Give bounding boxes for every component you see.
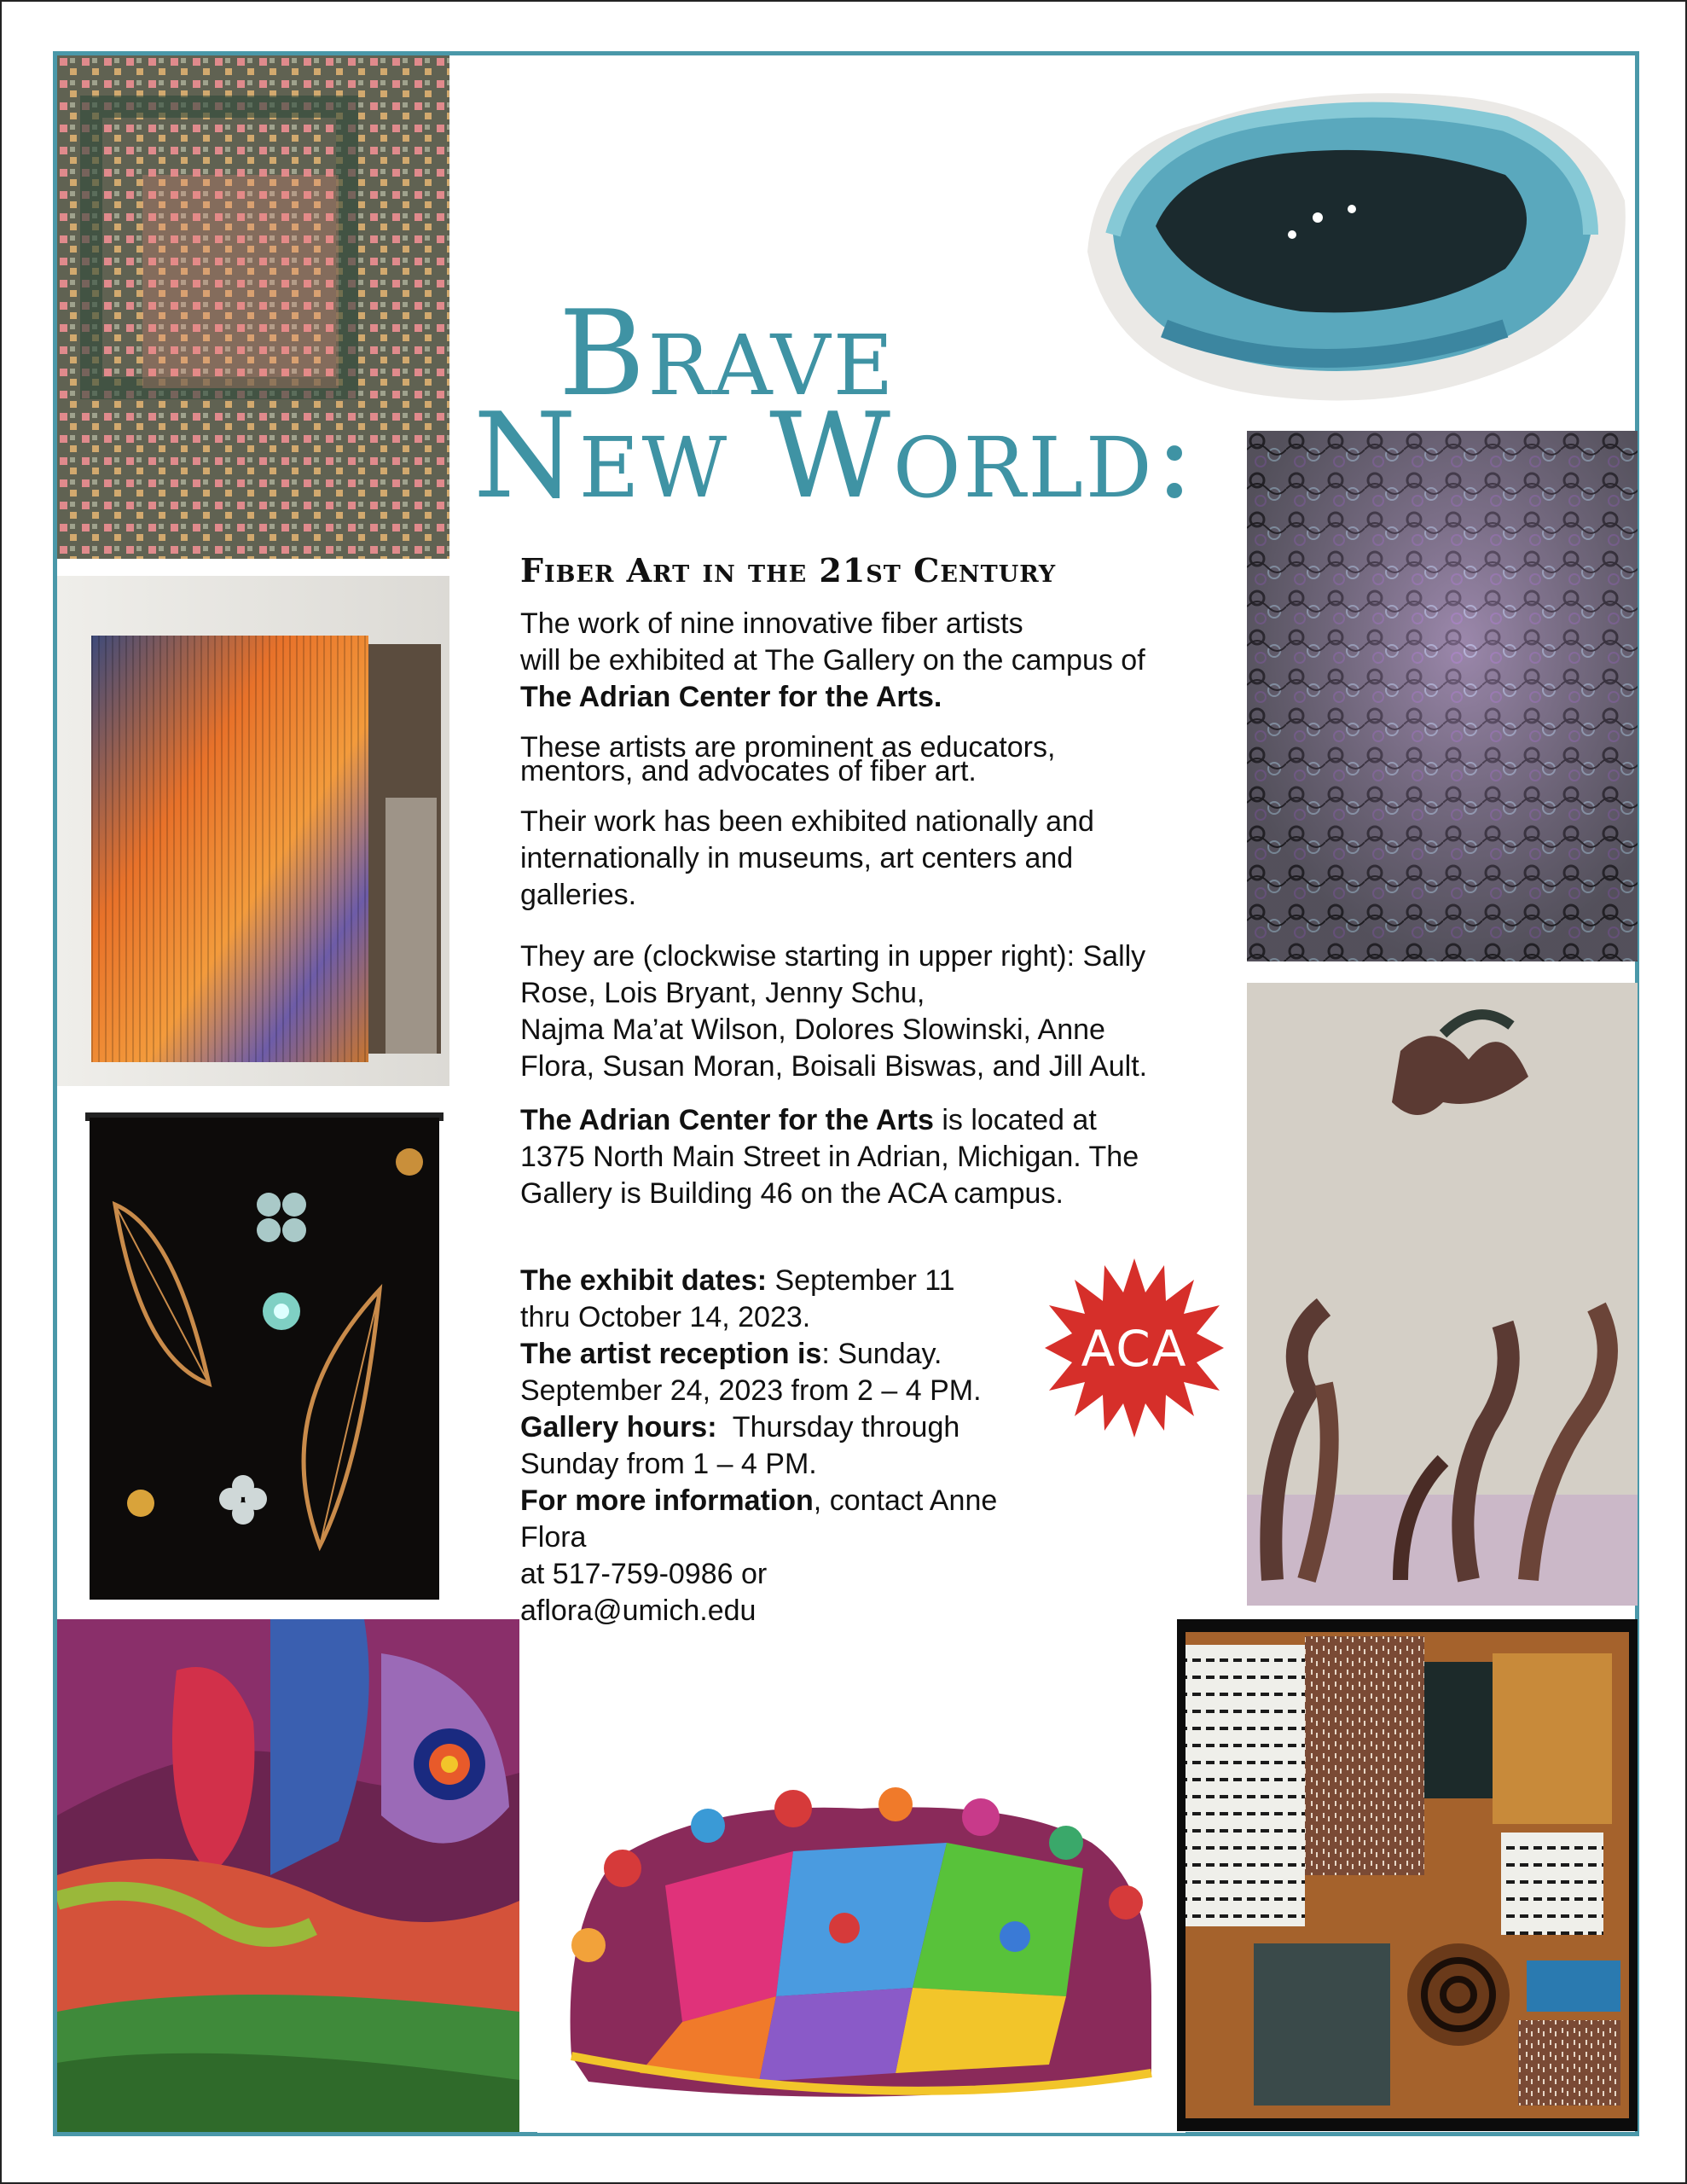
reception-line-2: September 24, 2023 from 2 – 4 PM. (520, 1374, 982, 1407)
hours-value-1: Thursday through (716, 1411, 960, 1443)
artwork-stitched-loops (1247, 431, 1638, 961)
artwork-twisted-sculptures (1247, 983, 1638, 1606)
aca-logo-text: ACA (1081, 1320, 1188, 1378)
artwork-beaded-basket (537, 1715, 1186, 2133)
exhibited-paragraph (520, 804, 1220, 914)
dates-label: The exhibit dates: (520, 1264, 768, 1297)
details-paragraph (520, 1263, 998, 1629)
artists-line-3: Najma Ma’at Wilson, Dolores Slowinski, Anne (520, 1014, 1105, 1046)
exhibited-line-1: Their work has been exhibited nationally and (520, 805, 1094, 838)
location-line-1-rest: is located at (933, 1104, 1097, 1136)
intro-line-1: The work of nine innovative fiber artists (520, 607, 1023, 640)
page-title (473, 285, 1197, 525)
intro-paragraph (520, 606, 1220, 716)
intro-line-2: will be exhibited at The Gallery on the campus of (520, 644, 1145, 677)
location-line-3: Gallery is Building 46 on the ACA campus. (520, 1177, 1064, 1210)
artists-line-4: Flora, Susan Moran, Boisali Biswas, and Jill Ault. (520, 1050, 1148, 1083)
exhibited-line-2: internationally in museums, art centers and (520, 842, 1074, 874)
artwork-leaves-black (81, 1102, 448, 1606)
info-value-1: , contact Anne Flora (520, 1484, 998, 1554)
info-line-1 (520, 1483, 998, 1556)
artists-line-1: They are (clockwise starting in upper right): Sally (520, 940, 1146, 973)
info-label: For more information (520, 1484, 814, 1517)
dates-line-2: thru October 14, 2023. (520, 1301, 811, 1333)
aca-logo (1045, 1258, 1224, 1438)
artwork-stitched-collage (1177, 1619, 1638, 2131)
hours-label: Gallery hours: (520, 1411, 717, 1443)
artwork-woven-grid (57, 55, 449, 559)
artwork-orange-weaving (57, 576, 449, 1086)
title-line-2: New World: (473, 387, 1197, 525)
location-paragraph (520, 1102, 1220, 1212)
artwork-felted-landscape (57, 1619, 519, 2132)
reception-value-1: : Sunday. (821, 1338, 942, 1370)
intro-venue (520, 679, 1220, 716)
hours-line-2: Sunday from 1 – 4 PM. (520, 1448, 817, 1480)
dates-value-1: September 11 (767, 1264, 955, 1297)
hours-line-1 (520, 1409, 998, 1446)
title-line-1: Brave (559, 285, 896, 422)
location-name: The Adrian Center for the Arts (520, 1104, 934, 1136)
location-line-1 (520, 1102, 1220, 1139)
location-line-2: 1375 North Main Street in Adrian, Michigan. The (520, 1141, 1139, 1173)
reception-line-1 (520, 1336, 998, 1373)
roles-line-1: These artists are prominent as educators, (520, 731, 1056, 764)
roles-paragraph (520, 731, 1220, 787)
page-subtitle: Fiber Art in the 21st Century (520, 551, 1057, 590)
info-line-2: at 517-759-0986 or aflora@umich.edu (520, 1558, 768, 1627)
reception-label: The artist reception is (520, 1338, 822, 1370)
venue-name: The Adrian Center for the Arts. (520, 681, 942, 713)
artists-paragraph (520, 938, 1220, 1085)
artists-line-2: Rose, Lois Bryant, Jenny Schu, (520, 977, 925, 1009)
dates-line-1 (520, 1263, 998, 1299)
roles-line-2: mentors, and advocates of fiber art. (520, 755, 977, 787)
exhibited-line-3: galleries. (520, 879, 637, 911)
